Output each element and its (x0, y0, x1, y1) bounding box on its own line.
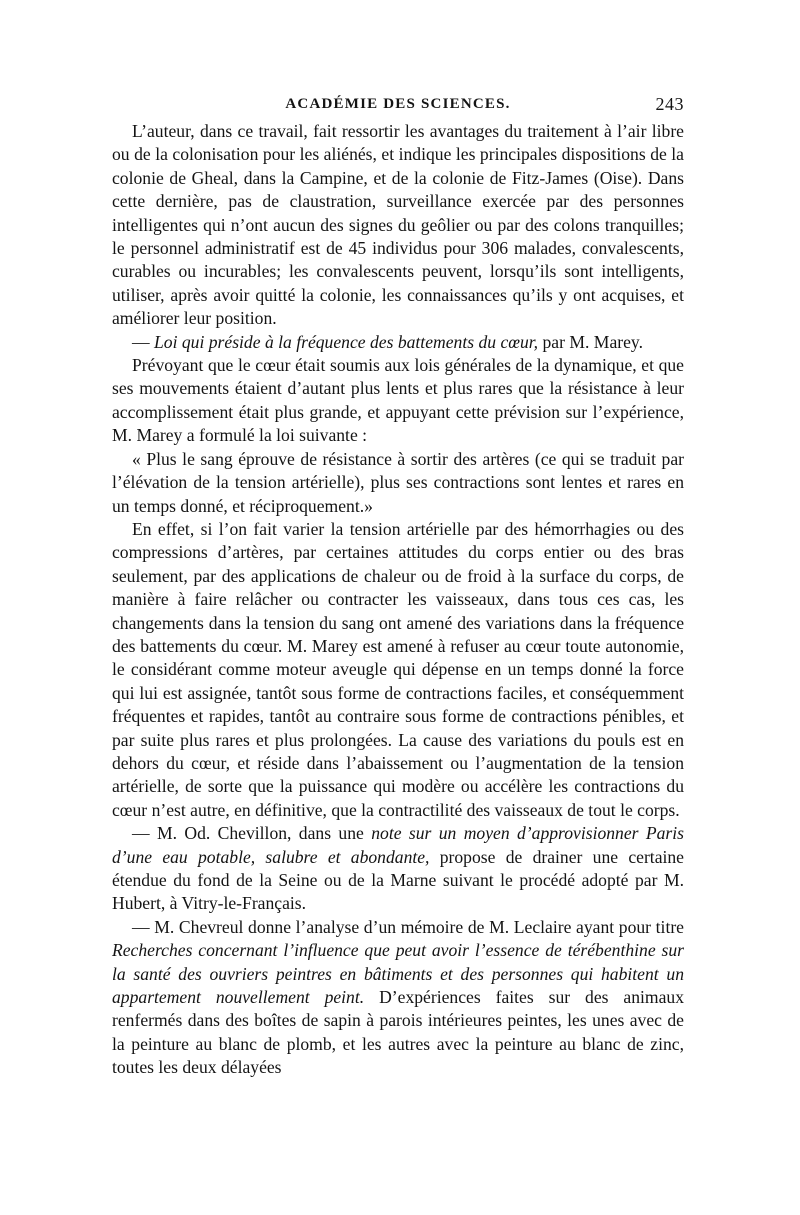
chevillon-note-title: note sur un moyen d’approvisionner Paris d’une eau potable, salubre et abondante, (112, 823, 685, 867)
chevreul-lead: — M. Chevreul donne l’analyse d’un mémoire de M. Leclaire ayant pour titre (132, 916, 684, 937)
paragraph-marey-effects: En effet, si l’on fait varier la tension artérielle par des hémorrhagies ou des compressions d’artères, par certaines attitudes du corps entier ou des bras seulement, par des applications de chaleur ou de froid à la surface du corps, de manière à faire relâcher ou contracter les vaisseaux, dans tous ces cas, les changements dans la tension du sang ont amené des variations dans la fréquence des battements du cœur. M. Marey est amené à refuser au cœur toute autonomie, le considérant comme moteur aveugle qui dépense en un temps donné la force qui lui est assignée, tantôt sous forme de contractions faciles, et conséquemment fréquentes et rapides, tantôt au contraire sous forme de contractions pénibles, et par suite plus rares et plus prolongées. La cause des variations du pouls est en dehors du cœur, et réside dans l’abaissement ou l’augmentation de la tension artérielle, de sorte que la puissance qui modère ou accélère les contractions du cœur n’est autre, en définitive, que la contractilité des vaisseaux de tout le corps. (112, 518, 684, 820)
leclaire-memoir-title: Recherches concernant l’influence que peut avoir l’essence de térébenthine sur la santé des ouvriers peintres en bâtiments et des personnes qui habitent un appartement nouvellement peint. (112, 940, 684, 1008)
chevillon-lead: — M. Od. Chevillon, dans une (132, 823, 372, 844)
running-head-title: ACADÉMIE DES SCIENCES. (285, 96, 511, 112)
paragraph-marey-law-quote: « Plus le sang éprouve de résistance à sortir des artères (ce qui se traduit par l’élévation de la tension artérielle), plus ses contractions sont lentes et rares en un temps donné, et réciproquement.» (112, 448, 684, 516)
running-head (112, 92, 684, 118)
paragraph-marey-prevision: Prévoyant que le cœur était soumis aux lois générales de la dynamique, et que ses mouvements étaient d’autant plus lents et plus rares que la résistance à leur accomplissement était plus grande, et appuyant cette prévision sur l’expérience, M. Marey a formulé la loi suivante : (112, 355, 684, 446)
paragraph-colonisation: L’auteur, dans ce travail, fait ressortir les avantages du traitement à l’air libre ou de la colonisation pour les aliénés, et indique les principales dispositions de la colonie de Gheal, dans la Campine, et de la colonie de Fitz-James (Oise). Dans cette dernière, pas de claustration, surveillance exercée par des personnes intelligentes qui n’ont aucun des signes du geôlier ou par des colons tranquilles; le personnel administratif est de 45 individus pour 306 malades, convalescents, curables ou incurables; les convalescents peuvent, lorsqu’ils sont intelligents, utiliser, après avoir quitté la colonie, les connaissances qu’ils y ont acquises, et améliorer leur position. (112, 121, 684, 329)
book-page (112, 92, 684, 1080)
paragraph-chevillon (112, 822, 684, 916)
marey-author: par M. Marey. (538, 331, 643, 352)
marey-paper-title: Loi qui préside à la fréquence des battements du cœur, (154, 331, 539, 352)
chevreul-rest: D’expériences faites sur des animaux renfermés dans des boîtes de sapin à parois intérieures peintes, les unes avec de la peinture au blanc de plomb, et les autres avec la peinture au blanc de zinc, toutes les deux délayées (112, 987, 684, 1078)
paragraph-marey-heading (112, 331, 684, 354)
em-dash: — (132, 331, 154, 352)
body-text (112, 120, 684, 1080)
page-number: 243 (655, 94, 684, 114)
chevillon-rest: propose de drainer une certaine étendue du fond de la Seine ou de la Marne suivant le procédé adopté par M. Hubert, à Vitry-le-Français. (112, 846, 684, 914)
paragraph-chevreul (112, 916, 684, 1080)
